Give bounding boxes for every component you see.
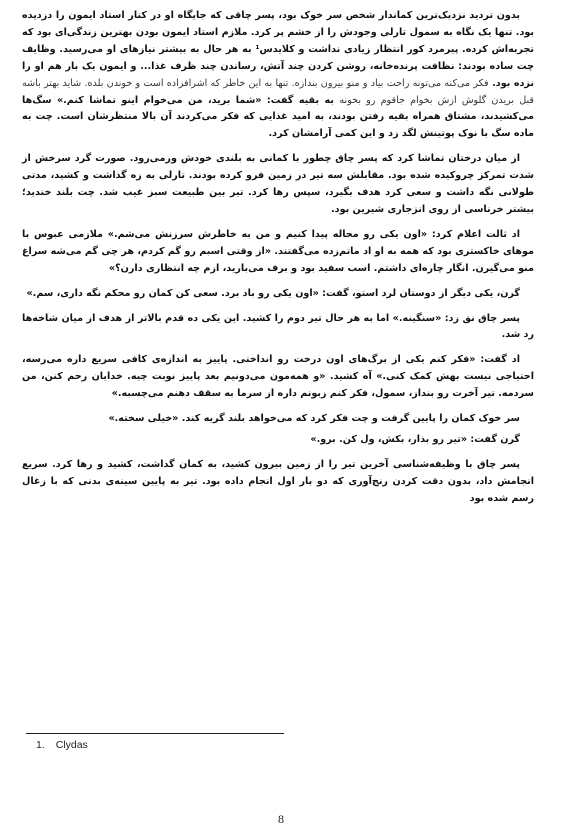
footnote-divider — [26, 733, 284, 734]
paragraph-8: گرن گفت: «تیر رو بذار، بکش، ول کن. برو.» — [310, 433, 520, 445]
footnote-number: 1. — [36, 739, 45, 751]
paragraph-3: اد ثالت اعلام کرد: «اون یکی رو محاله پیدا کنیم و من به خاطرش سرزنش می‌شم.» ملازمی عبوس با موهای خاکستری بود که همه به او اد ماتم‌زده می‌گفتند. «از وقتی اسبم رو گم کردم، هر چی گم می‌شه سراغ منو می‌گیرن. انگار چاره‌ای داشتم. اسب سفید بود و برف می‌بارید، ازم چه انتظاری دارن؟» — [22, 228, 534, 274]
paragraph-4: گرن، یکی دیگر از دوستان لرد استو، گفت: «اون یکی رو باد برد. سعی کن کمان رو محکم نگه داری، سم.» — [26, 287, 520, 299]
paragraph-1-text: بدون تردید نزدیک‌ترین کماندار شخص سر خوک بود، پسر چاقی که جایگاه او در کنار استاد ایمون را دزدیده بود. تنها یک نگاه به سمول تارلی وجودش را از خشم پر کرد. ملازم استاد ایمون بودن بهترین زندگی‌ای بود که تجربه‌اش کرده. پیرمرد کور انتظار زیادی نداشت و کلایدس¹ به هر حال به بیشتر نیازهای او می‌رسید. وظایف چت ساده بودند: نظافت پرنده‌خانه، روشن کردن چند آتش، رساندن چند ظرف غذا... و ایمون یک بار هم او را نزده بود. — [22, 10, 535, 89]
paragraph-1-tail: به بقیه گفت: «شما برید، من می‌خوام اینو تماشا کنم.» سگ‌ها می‌کشیدند، مشتاق همراه بقیه رفتن بودند، به امید غذایی که فکر می‌کردند آن بالا منتظرشان است. چت به ماده سگ با نوک پوتینش لگد زد و این کمی آرامشان کرد. — [22, 94, 534, 140]
footnote — [36, 739, 88, 751]
body-text — [22, 8, 534, 516]
paragraph-2: از میان درختان تماشا کرد که پسر چاق چطور با کمانی به بلندی خودش ورمی‌رود. صورت گرد سرخش از شدت تمرکز چروکیده شده بود. مقابلش سه تیر در زمین فرو کرده بودند. تارلی به زه گذاشت و کشید، مدتی طولانی نگه داشت و سعی کرد هدف بگیرد، سپس رها کرد. تیر بین طبیعت سبز غیب شد. چت بلند خندید؛ بیشتر خرناسی از روی انزجاری شیرین بود. — [22, 153, 534, 215]
footnote-text: Clydas — [55, 739, 88, 751]
page-number: 8 — [278, 812, 284, 826]
paragraph-5: پسر چاق نق زد: «سنگینه.» اما به هر حال تیر دوم را کشید. این یکی ده قدم بالاتر از هدف از میان شاخه‌ها رد شد. — [22, 312, 534, 341]
paragraph-7: سر خوک کمان را پایین گرفت و چت فکر کرد که می‌خواهد بلند گریه کند. «خیلی سخته.» — [108, 413, 520, 425]
paragraph-6: اد گفت: «فکر کنم یکی از برگ‌های اون درخت رو انداختی. پاییز به اندازه‌ی کافی سریع داره می‌رسه، احتیاجی نیست بهش کمک کنی.» آه کشید. «و همه‌مون می‌دونیم بعد پاییز نوبت چیه. خدایان رحم کنن، من سردمه. تیر آخرت رو بنداز، سمول، فکر کنم زبونم داره از سرما به سقف دهنم می‌چسبه.» — [22, 354, 534, 400]
paragraph-9: پسر چاق با وظیفه‌شناسی آخرین تیر را از زمین بیرون کشید، به کمان گذاشت، کشید و رها کرد. سریع انجامش داد، بدون دقت کردن رنج‌آوری که دو بار اول انجام داده بود. تیر به پایین سینه‌ی بدنی که با زغال رسم شده بود — [22, 458, 534, 504]
paragraph-1 — [22, 8, 534, 143]
paragraph-1-italic-thought: فکر می‌کنه می‌تونه راحت بیاد و منو بیرون بندازه. تنها به این خاطر که اشرافزاده است و خوندن بلده. شاید بهتر باشه قبل بریدن گلوش ازش بخوام جاقوم رو بخونه — [22, 77, 535, 106]
